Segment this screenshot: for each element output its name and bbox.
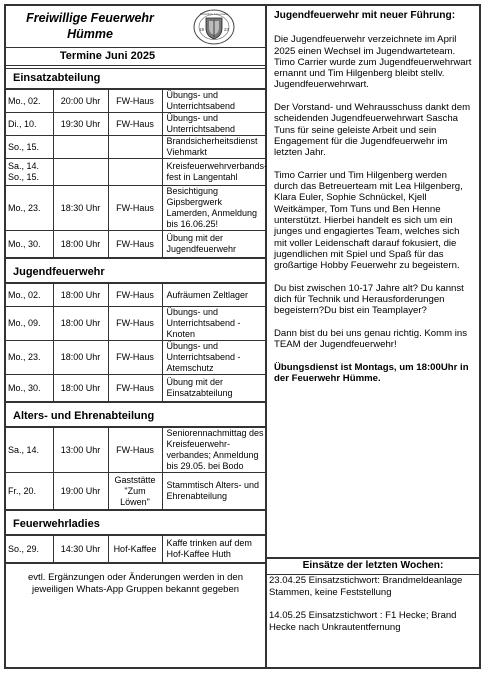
schedule-row xyxy=(6,136,267,159)
news-column xyxy=(267,6,479,667)
operation-entry: 23.04.25 Einsatzstichwort: Brandmeldeanlage Stammen, keine Feststellung xyxy=(269,575,463,598)
schedule-table xyxy=(6,535,267,563)
article-paragraph: Du bist zwischen 10-17 Jahre alt? Du kannst dich für Technik und Herausforderungen begeistern?Du bist ein Teamplayer? xyxy=(274,282,464,317)
seal-top-text: Freiwillige Feuerwehr xyxy=(199,12,229,16)
day-cell: Fr., 20. xyxy=(6,473,53,510)
time-cell: 18:00 Uhr xyxy=(53,375,108,402)
article-paragraph: Der Vorstand- und Wehrausschuss dankt dem scheidenden Jugendfeuerwehrwart Sascha Tuns für seine geleiste Arbeit und sein Engagement für die Jugendfeuerwehr im letzten Jahr. xyxy=(274,102,471,159)
event-cell: Kreisfeuerwehrverbands-fest in Langentahl xyxy=(162,159,267,186)
place-cell: Gaststätte "Zum Löwen" xyxy=(108,473,162,510)
event-cell: Übungs- und Unterrichtsabend - Knoten xyxy=(162,307,267,341)
event-cell: Übungs- und Unterrichtsabend xyxy=(162,113,267,136)
schedule-table xyxy=(6,283,267,402)
event-cell: Übungs- und Unterrichtsabend xyxy=(162,90,267,113)
event-cell: Seniorennachmittag des Kreisfeuerwehr-verbandes; Anmeldung bis 29.05. bei Bodo xyxy=(162,428,267,473)
place-cell: FW-Haus xyxy=(108,90,162,113)
news-article xyxy=(267,6,479,385)
day-cell: Mo., 30. xyxy=(6,375,53,402)
title-line-2: Hümme xyxy=(67,27,113,41)
day-cell: Mo., 02. xyxy=(6,284,53,307)
operation-entry: 14.05.25 Einsatzstichwort : F1 Hecke; Brand Hecke nach Unkrautentfernung xyxy=(269,610,457,633)
schedule-row xyxy=(6,428,267,473)
schedule-sections xyxy=(6,69,268,563)
day-cell: Mo., 09. xyxy=(6,307,53,341)
footer-note: evtl. Ergänzungen oder Änderungen werden in den jeweiligen Whats-App Gruppen bekannt gegeben xyxy=(6,563,265,596)
place-cell: FW-Haus xyxy=(108,307,162,341)
newsletter-page xyxy=(4,4,481,669)
schedule-row xyxy=(6,536,267,563)
time-cell: 18:00 Uhr xyxy=(53,284,108,307)
time-cell xyxy=(53,136,108,159)
place-cell: FW-Haus xyxy=(108,284,162,307)
schedule-row xyxy=(6,341,267,375)
time-cell: 18:00 Uhr xyxy=(53,341,108,375)
place-cell: Hof-Kaffee xyxy=(108,536,162,563)
day-cell: Mo., 02. xyxy=(6,90,53,113)
place-cell: FW-Haus xyxy=(108,375,162,402)
event-cell: Aufräumen Zeltlager xyxy=(162,284,267,307)
day-cell: Sa., 14. So., 15. xyxy=(6,159,53,186)
time-cell: 19:30 Uhr xyxy=(53,113,108,136)
day-cell: Sa., 14. xyxy=(6,428,53,473)
day-cell: So., 15. xyxy=(6,136,53,159)
time-cell: 18:30 Uhr xyxy=(53,186,108,231)
place-cell xyxy=(108,159,162,186)
place-cell: FW-Haus xyxy=(108,113,162,136)
fire-brigade-seal xyxy=(192,8,236,46)
schedule-row xyxy=(6,284,267,307)
article-paragraph: Dann bist du bei uns genau richtig. Komm ins TEAM der Jugendfeuerwehr! xyxy=(274,328,468,351)
schedule-title: Termine Juni 2025 xyxy=(6,48,265,66)
day-cell: Mo., 23. xyxy=(6,186,53,231)
event-cell: Besichtigung Gipsbergwerk Lamerden, Anmeldung bis 16.06.25! xyxy=(162,186,267,231)
time-cell: 14:30 Uhr xyxy=(53,536,108,563)
time-cell: 20:00 Uhr xyxy=(53,90,108,113)
schedule-row xyxy=(6,186,267,231)
place-cell: FW-Haus xyxy=(108,186,162,231)
seal-year-left: 19 xyxy=(199,27,205,32)
schedule-row xyxy=(6,375,267,402)
place-cell xyxy=(108,136,162,159)
time-cell: 18:00 Uhr xyxy=(53,307,108,341)
day-cell: So., 29. xyxy=(6,536,53,563)
section-title: Feuerwehrladies xyxy=(6,515,265,535)
event-cell: Stammtisch Alters- und Ehrenabteilung xyxy=(162,473,267,510)
event-cell: Übungs- und Unterrichtsabend - Atemschutz xyxy=(162,341,267,375)
article-paragraph: Die Jugendfeuerwehr verzeichnete im April 2025 einen Wechsel im Jugendwarteteam. Timo Carrier wurde zum Jugendfeuerwehrwart ernannt und Tim Hilgenberg bleibt stellv. Jugendfeuerwehrwart. xyxy=(274,34,472,91)
schedule-row xyxy=(6,231,267,258)
time-cell: 13:00 Uhr xyxy=(53,428,108,473)
schedule-table xyxy=(6,427,267,510)
place-cell: FW-Haus xyxy=(108,428,162,473)
section-title: Jugendfeuerwehr xyxy=(6,263,265,283)
section-title: Einsatzabteilung xyxy=(6,69,265,89)
day-cell: Di., 10. xyxy=(6,113,53,136)
header xyxy=(6,6,265,48)
practice-time-note: Übungsdienst ist Montags, um 18:00Uhr in der Feuerwehr Hümme. xyxy=(274,361,469,385)
day-cell: Mo., 30. xyxy=(6,231,53,258)
schedule-row xyxy=(6,159,267,186)
recent-operations xyxy=(267,557,479,667)
time-cell: 18:00 Uhr xyxy=(53,231,108,258)
place-cell: FW-Haus xyxy=(108,341,162,375)
recent-headline: Einsätze der letzten Wochen: xyxy=(267,559,479,575)
article-paragraph: Timo Carrier und Tim Hilgenberg werden durch das Betreuerteam mit Lea Hilgenberg, Klara Euler, Sophie Schnückel, Kjell Weitkämper, Tom Tuns und Ben Henne unterstützt. Hierbei handelt es sich um ein junges und engagiertes Team, welches sich mit voller Leidenschaft darauf fokusiert, die jugendlichen mit Spiel und Spaß für das großartige Hobby Feuerwehr zu begeistern. xyxy=(274,169,463,272)
schedule-row xyxy=(6,90,267,113)
article-headline: Jugendfeuerwehr mit neuer Führung: xyxy=(274,10,456,21)
seal-year-right: 23 xyxy=(224,27,230,32)
schedule-row xyxy=(6,113,267,136)
time-cell xyxy=(53,159,108,186)
section-title: Alters- und Ehrenabteilung xyxy=(6,407,265,427)
title-line-1: Freiwillige Feuerwehr xyxy=(26,11,154,25)
schedule-row xyxy=(6,307,267,341)
time-cell: 19:00 Uhr xyxy=(53,473,108,510)
schedule-table xyxy=(6,89,267,258)
schedule-row xyxy=(6,473,267,510)
day-cell: Mo., 23. xyxy=(6,341,53,375)
place-cell: FW-Haus xyxy=(108,231,162,258)
event-cell: Übung mit der Jugendfeuerwehr xyxy=(162,231,267,258)
schedule-column xyxy=(6,6,267,667)
event-cell: Kaffe trinken auf dem Hof-Kaffee Huth xyxy=(162,536,267,563)
event-cell: Brandsicherheitsdienst Viehmarkt xyxy=(162,136,267,159)
event-cell: Übung mit der Einsatzabteilung xyxy=(162,375,267,402)
